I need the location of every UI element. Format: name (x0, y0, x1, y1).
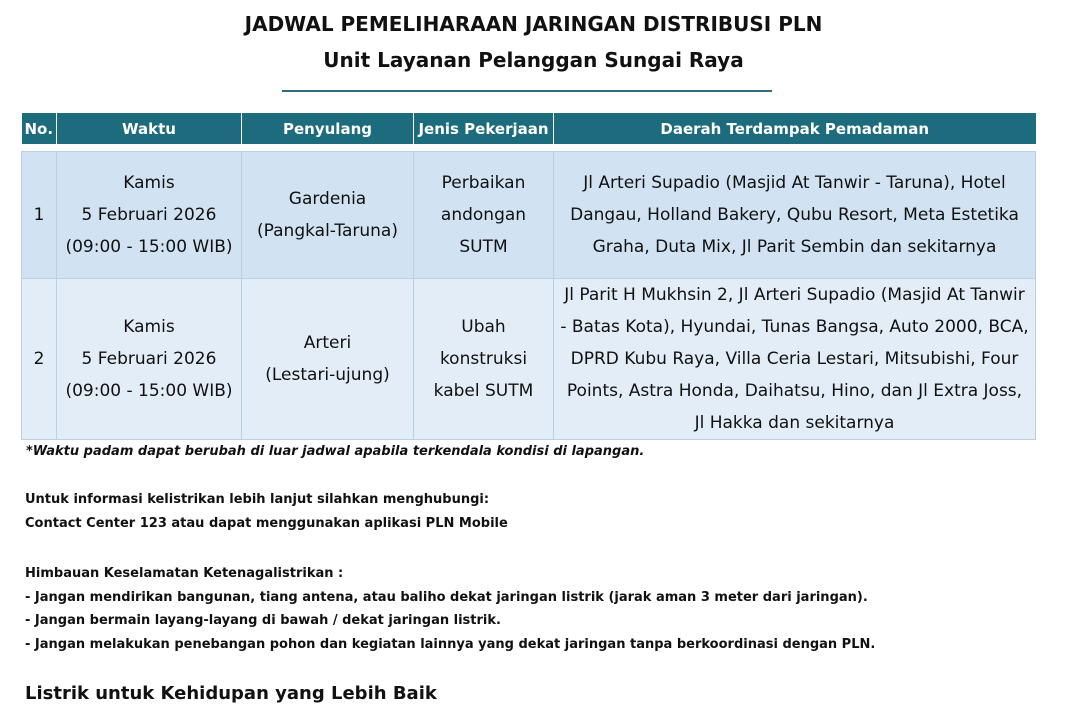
cell-waktu (57, 152, 242, 279)
table-header-row (22, 113, 1036, 144)
feeder-section: (Lestari-ujung) (265, 365, 390, 385)
work-line: Perbaikan (441, 173, 526, 193)
cell-penyulang (242, 279, 414, 440)
schedule-table (21, 113, 1036, 440)
cell-daerah: Jl Parit H Mukhsin 2, Jl Arteri Supadio (Masjid At Tanwir - Batas Kota), Hyundai, Tunas Bangsa, Auto 2000, BCA, DPRD Kubu Raya, Villa Ceria Lestari, Mitsubishi, Four Points, Astra Honda, Daihatsu, Hino, dan Jl Extra Joss, Jl Hakka dan sekitarnya (554, 279, 1036, 440)
contact-line-2: Contact Center 123 atau dapat menggunakan aplikasi PLN Mobile (25, 516, 508, 531)
header-penyulang: Penyulang (242, 113, 414, 144)
contact-line-1: Untuk informasi kelistrikan lebih lanjut silahkan menghubungi: (25, 492, 490, 507)
waktu-date: 5 Februari 2026 (81, 205, 217, 225)
header-jenis-pekerjaan: Jenis Pekerjaan (414, 113, 554, 144)
cell-daerah: Jl Arteri Supadio (Masjid At Tanwir - Taruna), Hotel Dangau, Holland Bakery, Qubu Resort, Meta Estetika Graha, Duta Mix, Jl Parit Sembin dan sekitarnya (554, 152, 1036, 279)
cell-penyulang (242, 152, 414, 279)
title-underline (282, 90, 772, 92)
table-spacer (22, 144, 1036, 152)
waktu-time: (09:00 - 15:00 WIB) (65, 237, 233, 257)
feeder-name: Arteri (303, 333, 352, 353)
waktu-date: 5 Februari 2026 (81, 349, 217, 369)
safety-item: - Jangan bermain layang-layang di bawah / dekat jaringan listrik. (25, 613, 501, 628)
page-subtitle: Unit Layanan Pelanggan Sungai Raya (323, 48, 744, 72)
schedule-note: *Waktu padam dapat berubah di luar jadwal apabila terkendala kondisi di lapangan. (26, 444, 645, 459)
work-line: SUTM (459, 237, 508, 257)
header-no: No. (22, 113, 57, 144)
waktu-day: Kamis (123, 173, 175, 193)
cell-no: 2 (22, 279, 57, 440)
cell-jenis-pekerjaan (414, 152, 554, 279)
work-line: kabel SUTM (433, 381, 534, 401)
header-daerah: Daerah Terdampak Pemadaman (554, 113, 1036, 144)
safety-item: - Jangan melakukan penebangan pohon dan kegiatan lainnya yang dekat jaringan tanpa berkoordinasi dengan PLN. (25, 637, 876, 652)
header-waktu: Waktu (57, 113, 242, 144)
work-line: Ubah (461, 317, 506, 337)
cell-jenis-pekerjaan (414, 279, 554, 440)
page-title: JADWAL PEMELIHARAAN JARINGAN DISTRIBUSI PLN (244, 12, 823, 36)
table-row (22, 279, 1036, 440)
safety-heading: Himbauan Keselamatan Ketenagalistrikan : (25, 566, 344, 581)
table-row (22, 152, 1036, 279)
safety-item: - Jangan mendirikan bangunan, tiang antena, atau baliho dekat jaringan listrik (jarak aman 3 meter dari jaringan). (25, 590, 868, 605)
waktu-time: (09:00 - 15:00 WIB) (65, 381, 233, 401)
cell-waktu (57, 279, 242, 440)
feeder-name: Gardenia (288, 189, 367, 209)
work-line: andongan (440, 205, 527, 225)
cell-no: 1 (22, 152, 57, 279)
work-line: konstruksi (439, 349, 528, 369)
waktu-day: Kamis (123, 317, 175, 337)
tagline: Listrik untuk Kehidupan yang Lebih Baik (25, 683, 437, 704)
feeder-section: (Pangkal-Taruna) (257, 221, 398, 241)
